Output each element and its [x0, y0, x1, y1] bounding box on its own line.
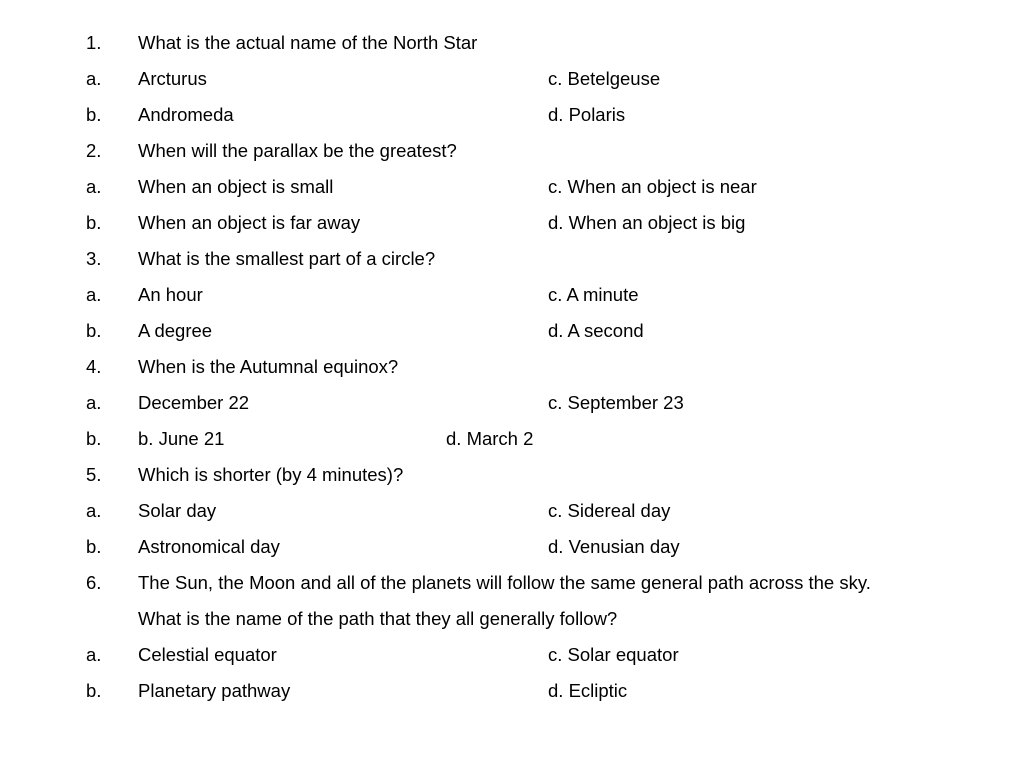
question-6-options-ac	[0, 637, 1024, 673]
question-2	[0, 133, 1024, 169]
option-d: d. Ecliptic	[548, 680, 628, 701]
question-5-options-bd	[0, 529, 1024, 565]
option-b: Astronomical day	[138, 536, 280, 557]
option-marker: a.	[86, 68, 102, 89]
question-3-options-ac	[0, 277, 1024, 313]
option-marker: b.	[86, 104, 102, 125]
question-4-options-ac	[0, 385, 1024, 421]
question-number: 5.	[86, 464, 102, 485]
question-text-continued: What is the name of the path that they all generally follow?	[138, 608, 618, 629]
question-text: Which is shorter (by 4 minutes)?	[138, 464, 404, 485]
question-5	[0, 457, 1024, 493]
option-a: Solar day	[138, 500, 217, 521]
option-c: c. Sidereal day	[548, 500, 671, 521]
option-a: An hour	[138, 284, 203, 305]
question-text: What is the actual name of the North Star	[138, 32, 478, 53]
question-number: 2.	[86, 140, 102, 161]
option-d: d. Venusian day	[548, 536, 680, 557]
question-3-options-bd	[0, 313, 1024, 349]
question-text: When will the parallax be the greatest?	[138, 140, 457, 161]
option-marker: a.	[86, 500, 102, 521]
option-c: c. Betelgeuse	[548, 68, 661, 89]
question-1-options-ac	[0, 61, 1024, 97]
question-number: 1.	[86, 32, 102, 53]
question-3	[0, 241, 1024, 277]
option-a: December 22	[138, 392, 250, 413]
option-marker: b.	[86, 680, 102, 701]
question-text: When is the Autumnal equinox?	[138, 356, 399, 377]
option-marker: b.	[86, 428, 102, 449]
question-1-options-bd	[0, 97, 1024, 133]
option-d: d. A second	[548, 320, 644, 341]
question-5-options-ac	[0, 493, 1024, 529]
question-6-options-bd	[0, 673, 1024, 709]
question-number: 6.	[86, 572, 102, 593]
question-4-options-bd	[0, 421, 1024, 457]
option-marker: b.	[86, 536, 102, 557]
question-4	[0, 349, 1024, 385]
option-c: c. A minute	[548, 284, 639, 305]
question-2-options-ac	[0, 169, 1024, 205]
option-b: Planetary pathway	[138, 680, 291, 701]
option-d: d. Polaris	[548, 104, 626, 125]
question-6-continued	[0, 601, 1024, 637]
option-marker: b.	[86, 320, 102, 341]
option-b: When an object is far away	[138, 212, 361, 233]
option-marker: a.	[86, 644, 102, 665]
option-marker: a.	[86, 176, 102, 197]
option-b: b. June 21	[138, 428, 225, 449]
question-6	[0, 565, 1024, 601]
option-marker: a.	[86, 284, 102, 305]
option-a: When an object is small	[138, 176, 334, 197]
question-text: What is the smallest part of a circle?	[138, 248, 436, 269]
option-d: d. March 2	[446, 428, 534, 449]
option-b: A degree	[138, 320, 213, 341]
question-number: 3.	[86, 248, 102, 269]
option-marker: a.	[86, 392, 102, 413]
option-a: Arcturus	[138, 68, 207, 89]
option-c: c. September 23	[548, 392, 684, 413]
option-b: Andromeda	[138, 104, 234, 125]
option-c: c. Solar equator	[548, 644, 679, 665]
question-number: 4.	[86, 356, 102, 377]
question-text: The Sun, the Moon and all of the planets will follow the same general path across the sky.	[138, 572, 871, 593]
question-1	[0, 25, 1024, 61]
option-marker: b.	[86, 212, 102, 233]
option-c: c. When an object is near	[548, 176, 757, 197]
option-d: d. When an object is big	[548, 212, 746, 233]
question-2-options-bd	[0, 205, 1024, 241]
option-a: Celestial equator	[138, 644, 277, 665]
